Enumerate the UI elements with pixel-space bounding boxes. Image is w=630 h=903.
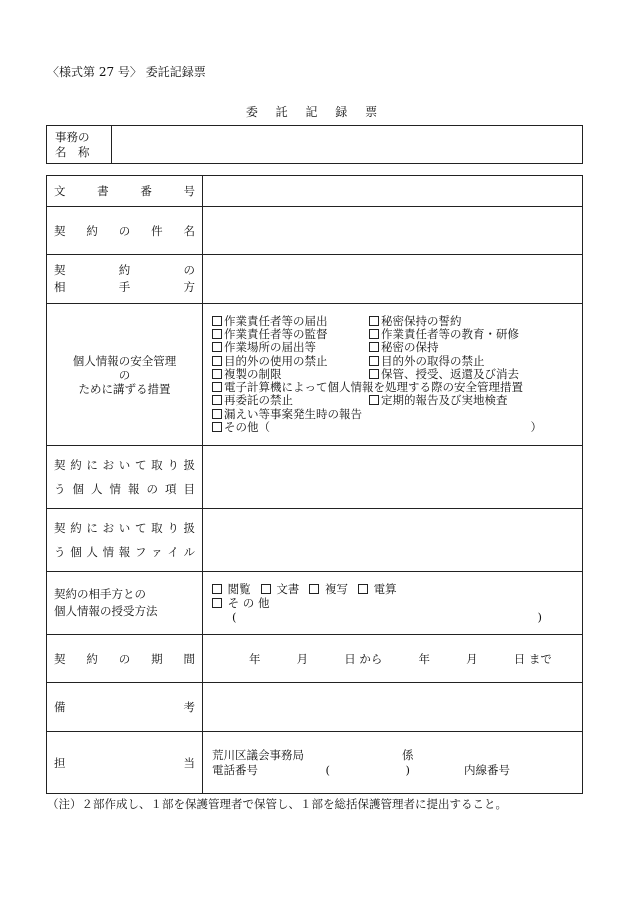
checkbox[interactable] (212, 356, 222, 366)
doc-number-value[interactable] (203, 176, 583, 207)
period-value[interactable]: 年 月 日 から 年 月 日 まで (203, 635, 583, 683)
checkbox-row: 電子計算機によって個人情報を処理する際の安全管理措置 (212, 381, 582, 394)
contract-name-label: 契 約 の 件 名 (47, 207, 203, 255)
checkbox[interactable] (369, 342, 379, 352)
checkbox[interactable] (212, 382, 222, 392)
checkbox[interactable] (369, 316, 379, 326)
checkbox[interactable] (212, 584, 222, 594)
checkbox[interactable] (369, 329, 379, 339)
safety-label: 個人情報の安全管理 の ために講ずる措置 (47, 304, 203, 446)
person-value[interactable]: 荒川区議会事務局 係 電話番号 ( ) 内線番号 (203, 732, 583, 794)
checkbox[interactable] (212, 342, 222, 352)
checkbox[interactable] (369, 369, 379, 379)
counterparty-value[interactable] (203, 255, 583, 304)
office-label: 事務の 名 称 (47, 126, 112, 164)
footnote: （注）２部作成し、１部を保護管理者で保管し、１部を総括保護管理者に提出すること。 (47, 797, 507, 811)
checkbox-row-other: その他（ ） (212, 421, 582, 434)
form-number: 〈様式第 27 号〉 委託記録票 (47, 65, 206, 79)
checkbox-row: 目的外の使用の禁止 目的外の取得の禁止 (212, 355, 582, 368)
person-label: 担 当 (47, 732, 203, 794)
counterparty-label: 契 約 の 相 手 方 (47, 255, 203, 304)
remarks-label: 備 考 (47, 683, 203, 732)
checkbox[interactable] (212, 409, 222, 419)
checkbox[interactable] (369, 356, 379, 366)
checkbox[interactable] (212, 329, 222, 339)
info-items-value[interactable] (203, 446, 583, 509)
checkbox-row: 複製の制限 保管、授受、返還及び消去 (212, 368, 582, 381)
checkbox[interactable] (212, 395, 222, 405)
checkbox[interactable] (212, 422, 222, 432)
office-table (46, 125, 583, 164)
checkbox[interactable] (369, 395, 379, 405)
record-table (46, 175, 583, 794)
checkbox[interactable] (309, 584, 319, 594)
remarks-value[interactable] (203, 683, 583, 732)
checkbox-row: 再委託の禁止 定期的報告及び実地検査 (212, 394, 582, 407)
info-files-value[interactable] (203, 509, 583, 572)
contract-name-value[interactable] (203, 207, 583, 255)
info-files-label: 契 約 に お い て 取 り 扱 う 個 人 情 報 フ ァ イ ル (47, 509, 203, 572)
checkbox-row: 漏えい等事案発生時の報告 (212, 408, 582, 421)
document-title: 委 託 記 録 票 (245, 105, 385, 119)
checkbox-row: 作業責任者等の届出 秘密保持の誓約 (212, 315, 582, 328)
checkbox-row: 作業責任者等の監督 作業責任者等の教育・研修 (212, 328, 582, 341)
office-value[interactable] (112, 126, 583, 164)
safety-measures (203, 304, 583, 446)
checkbox[interactable] (212, 316, 222, 326)
exchange-methods: 閲覧 文書 複写 電算 そ の 他 ( ) (203, 572, 583, 635)
checkbox[interactable] (358, 584, 368, 594)
checkbox[interactable] (212, 598, 222, 608)
doc-number-label: 文 書 番 号 (47, 176, 203, 207)
info-items-label: 契 約 に お い て 取 り 扱 う 個 人 情 報 の 項 目 (47, 446, 203, 509)
exchange-label: 契約の相手方との 個人情報の授受方法 (47, 572, 203, 635)
checkbox-row: 作業場所の届出等 秘密の保持 (212, 341, 582, 354)
period-label: 契 約 の 期 間 (47, 635, 203, 683)
checkbox[interactable] (261, 584, 271, 594)
checkbox[interactable] (212, 369, 222, 379)
